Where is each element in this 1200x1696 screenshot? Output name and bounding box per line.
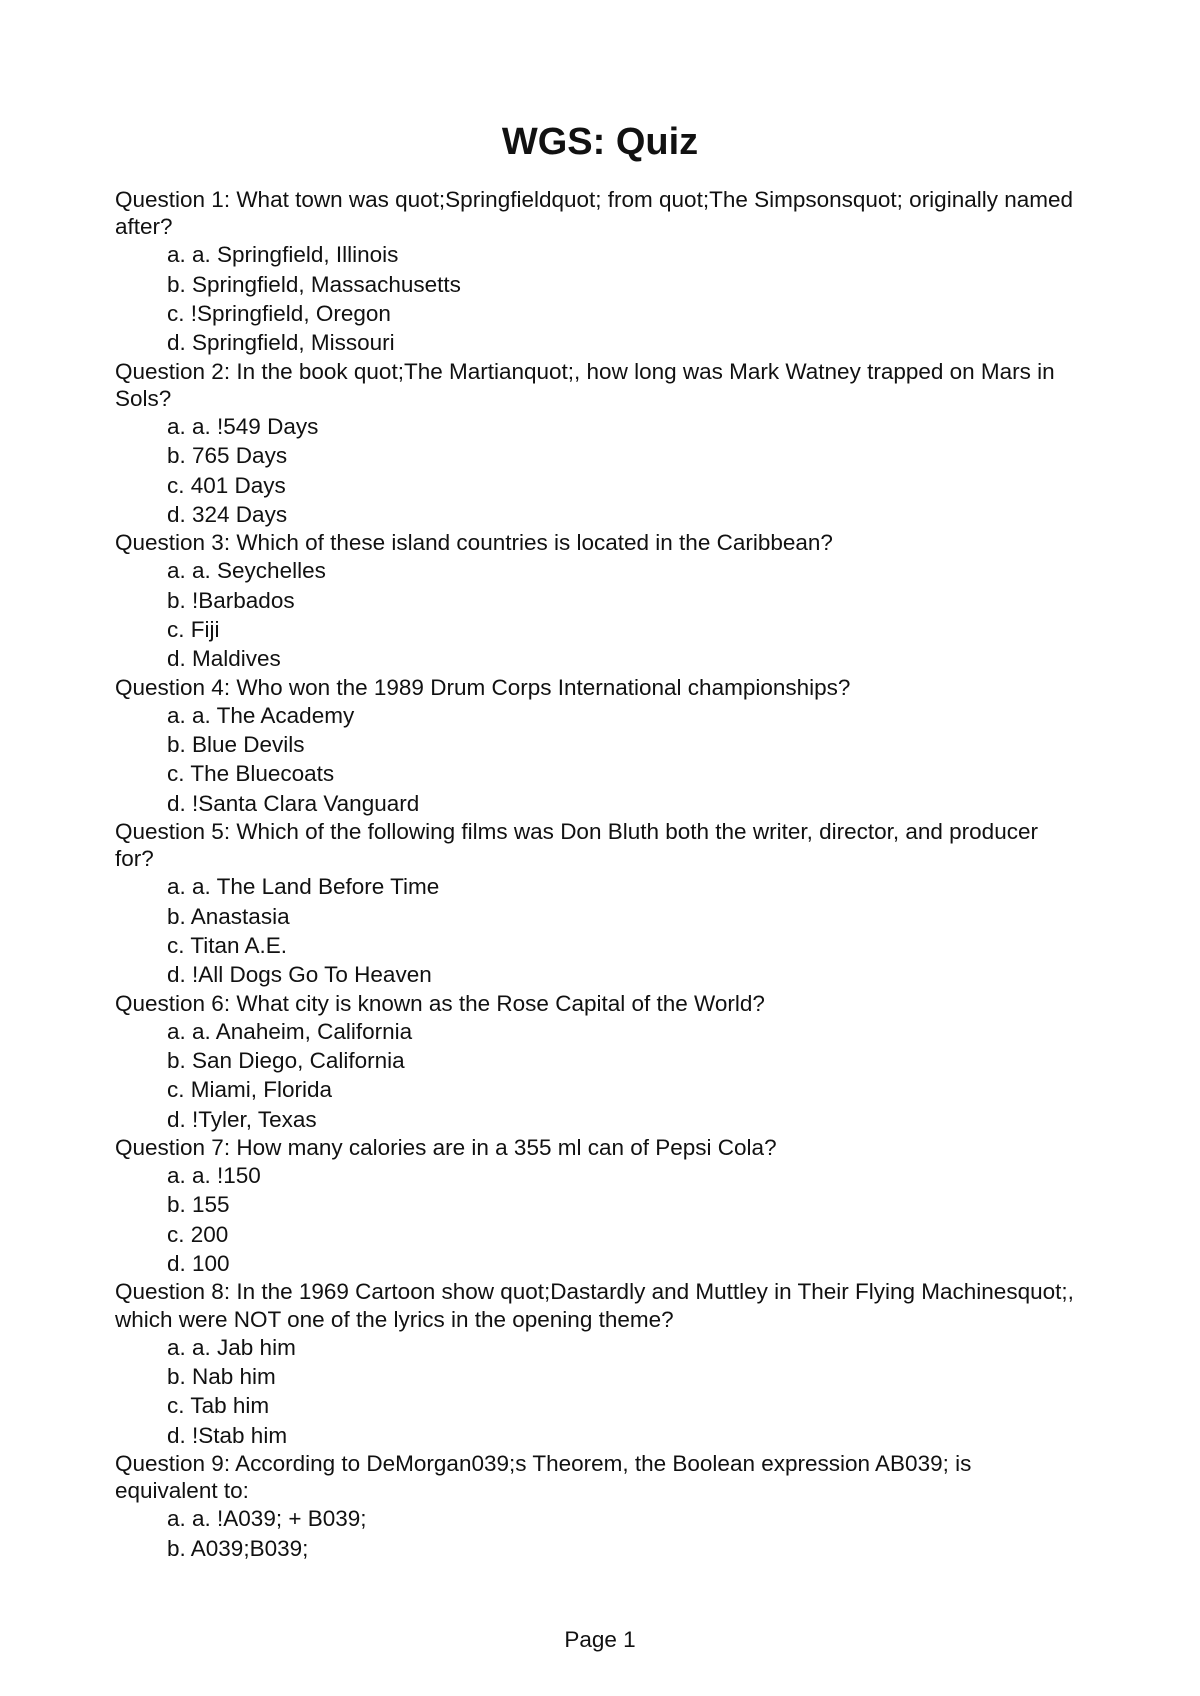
- question-7: [115, 1134, 1075, 1278]
- answer-option: b. San Diego, California: [167, 1048, 405, 1074]
- answer-option: c. Tab him: [167, 1393, 270, 1419]
- quiz-content: [115, 186, 1075, 1563]
- answer-option: a. a. !150: [167, 1163, 261, 1189]
- question-9: [115, 1450, 1075, 1563]
- answer-options: [115, 556, 1075, 673]
- answer-options: [115, 1161, 1075, 1278]
- answer-option: a. a. Seychelles: [167, 558, 326, 584]
- answer-options: [115, 240, 1075, 357]
- answer-option: d. !Santa Clara Vanguard: [167, 790, 420, 816]
- question-text: Question 9: According to DeMorgan039;s Theorem, the Boolean expression AB039; is equivalent to:: [115, 1450, 972, 1504]
- answer-option: b. 155: [167, 1192, 230, 1218]
- question-2: [115, 358, 1075, 530]
- answer-option: b. 765 Days: [167, 443, 288, 469]
- answer-option: c. The Bluecoats: [167, 761, 335, 787]
- question-text: Question 4: Who won the 1989 Drum Corps International championships?: [115, 674, 851, 700]
- question-3: [115, 529, 1075, 673]
- answer-options: [115, 412, 1075, 529]
- answer-option: b. Springfield, Massachusetts: [167, 271, 461, 297]
- answer-option: c. 401 Days: [167, 472, 286, 498]
- answer-option: c. Miami, Florida: [167, 1077, 333, 1103]
- answer-option: a. a. !A039; + B039;: [167, 1506, 367, 1532]
- question-4: [115, 674, 1075, 818]
- document-title: WGS: Quiz: [501, 121, 699, 163]
- answer-option: c. Fiji: [167, 616, 220, 642]
- answer-option: a. a. Anaheim, California: [167, 1018, 413, 1044]
- answer-option: c. !Springfield, Oregon: [167, 301, 391, 326]
- question-text: Question 6: What city is known as the Rose Capital of the World?: [115, 990, 765, 1016]
- answer-option: c. Titan A.E.: [167, 932, 288, 958]
- answer-option: c. 200: [167, 1221, 229, 1247]
- answer-option: a. a. Springfield, Illinois: [167, 242, 399, 268]
- answer-option: b. !Barbados: [167, 587, 295, 613]
- question-5: [115, 818, 1075, 990]
- answer-option: d. !All Dogs Go To Heaven: [167, 962, 432, 988]
- answer-options: [115, 1333, 1075, 1450]
- answer-options: [115, 701, 1075, 818]
- answer-option: b. A039;B039;: [167, 1535, 309, 1561]
- question-8: [115, 1278, 1075, 1450]
- question-6: [115, 990, 1075, 1134]
- answer-option: b. Nab him: [167, 1364, 276, 1390]
- question-text: Question 5: Which of the following films was Don Bluth both the writer, director, and producer for?: [115, 818, 1038, 872]
- page-number: Page 1: [564, 1627, 636, 1652]
- answer-option: b. Anastasia: [167, 903, 290, 929]
- answer-option: a. a. The Land Before Time: [167, 874, 440, 900]
- answer-option: d. 324 Days: [167, 501, 288, 527]
- answer-options: [115, 872, 1075, 989]
- answer-options: [115, 1504, 1075, 1563]
- question-text: Question 8: In the 1969 Cartoon show quot;Dastardly and Muttley in Their Flying Machinesquot;, which were NOT one of the lyrics in the opening theme?: [115, 1279, 1074, 1332]
- answer-option: a. a. The Academy: [167, 702, 355, 728]
- question-text: Question 2: In the book quot;The Martianquot;, how long was Mark Watney trapped on Mars in Sols?: [115, 358, 1055, 411]
- question-1: [115, 186, 1075, 358]
- question-text: Question 7: How many calories are in a 355 ml can of Pepsi Cola?: [115, 1134, 777, 1160]
- answer-option: d. Springfield, Missouri: [167, 330, 395, 356]
- answer-option: d. 100: [167, 1251, 230, 1277]
- answer-option: b. Blue Devils: [167, 732, 305, 758]
- answer-option: d. Maldives: [167, 646, 281, 672]
- question-text: Question 3: Which of these island countries is located in the Caribbean?: [115, 530, 833, 556]
- answer-option: d. !Tyler, Texas: [167, 1106, 317, 1132]
- answer-option: d. !Stab him: [167, 1422, 288, 1448]
- question-text: Question 1: What town was quot;Springfieldquot; from quot;The Simpsonsquot; originally named after?: [115, 187, 1074, 240]
- answer-options: [115, 1017, 1075, 1134]
- answer-option: a. a. !549 Days: [167, 414, 319, 439]
- answer-option: a. a. Jab him: [167, 1334, 296, 1360]
